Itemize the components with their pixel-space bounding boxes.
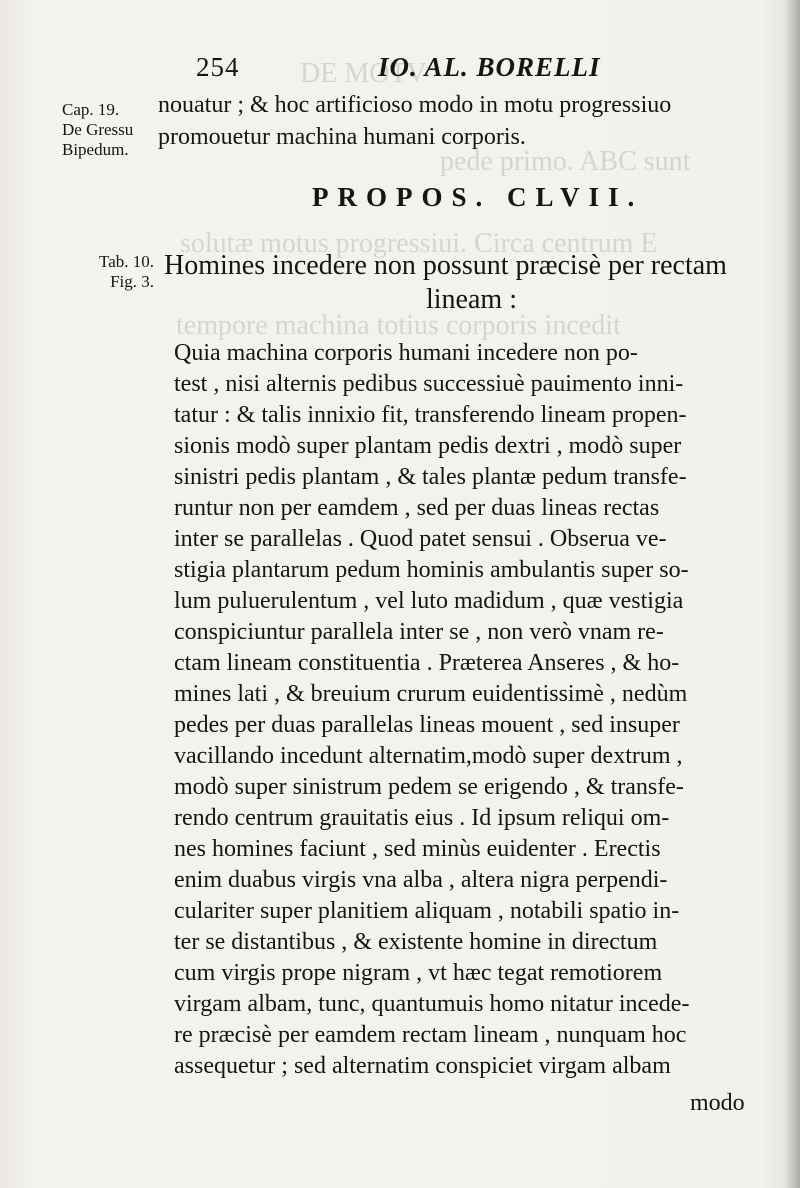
margin-note-line: Bipedum. [62,140,129,159]
body-line: sinistri pedis plantam , & tales plantæ pedum transfe- [174,464,687,490]
body-line: sionis modò super plantam pedis dextri , modò super [174,433,682,459]
running-head: IO. AL. BORELLI [378,52,601,82]
body-line: lum puluerulentum , vel luto madidum , quæ vestigia [174,588,684,614]
body-line: virgam albam, tunc, quantumuis homo nitatur incede- [174,991,690,1017]
body-line: Quia machina corporis humani incedere non po- [174,340,638,366]
show-through-text: tempore machina totius corporis incedit [176,310,621,341]
show-through-text: solutæ motus progressiui. Circa centrum E [180,228,658,259]
body-line: enim duabus virgis vna alba , altera nigra perpendi- [174,867,668,893]
opening-line: promouetur machina humani corporis. [158,124,526,150]
page-number: 254 [196,52,240,82]
proposition-statement: Homines incedere non possunt præcisè per rectam [164,250,727,281]
body-line: nes homines faciunt , sed minùs euidenter . Erectis [174,836,661,862]
body-line: modò super sinistrum pedem se erigendo , & transfe- [174,774,684,800]
body-line: test , nisi alternis pedibus successiuè pauimento inni- [174,371,684,397]
body-line: runtur non per eamdem , sed per duas lineas rectas [174,495,660,521]
margin-note-chapter [62,100,133,160]
body-line: rendo centrum grauitatis eius . Id ipsum reliqui om- [174,805,670,831]
body-line: ctam lineam constituentia . Præterea Anseres , & ho- [174,650,680,676]
page-edge-shadow [784,0,800,1188]
show-through-text: pede primo. ABC sunt [440,146,691,177]
body-line: re præcisè per eamdem rectam lineam , nunquam hoc [174,1022,687,1048]
body-line: pedes per duas parallelas lineas mouent , sed insuper [174,712,680,738]
catchword: modo [690,1090,745,1116]
body-line: inter se parallelas . Quod patet sensui . Obserua ve- [174,526,667,552]
body-line: tatur : & talis innixio fit, transferendo lineam propen- [174,402,687,428]
proposition-title: PROPOS. CLVII. [312,182,644,212]
body-line: ter se distantibus , & existente homine in directum [174,929,658,955]
margin-note-figure [82,252,154,292]
margin-note-line: Tab. 10. [99,252,154,271]
margin-note-line: Fig. 3. [110,272,154,291]
body-line: culariter super planitiem aliquam , notabili spatio in- [174,898,680,924]
body-line: stigia plantarum pedum hominis ambulantis super so- [174,557,689,583]
body-line: cum virgis prope nigram , vt hæc tegat remotiorem [174,960,663,986]
body-line: assequetur ; sed alternatim conspiciet virgam albam [174,1053,671,1079]
show-through-text: DE MOTV [300,58,427,89]
opening-line: nouatur ; & hoc artificioso modo in motu progressiuo [158,92,672,118]
body-line: conspiciuntur parallela inter se , non verò vnam re- [174,619,664,645]
body-line: mines lati , & breuium crurum euidentissimè , nedùm [174,681,688,707]
body-line: vacillando incedunt alternatim,modò super dextrum , [174,743,683,769]
proposition-statement: lineam : [426,284,517,315]
margin-note-line: Cap. 19. [62,100,120,119]
margin-note-line: De Gressu [62,120,134,139]
